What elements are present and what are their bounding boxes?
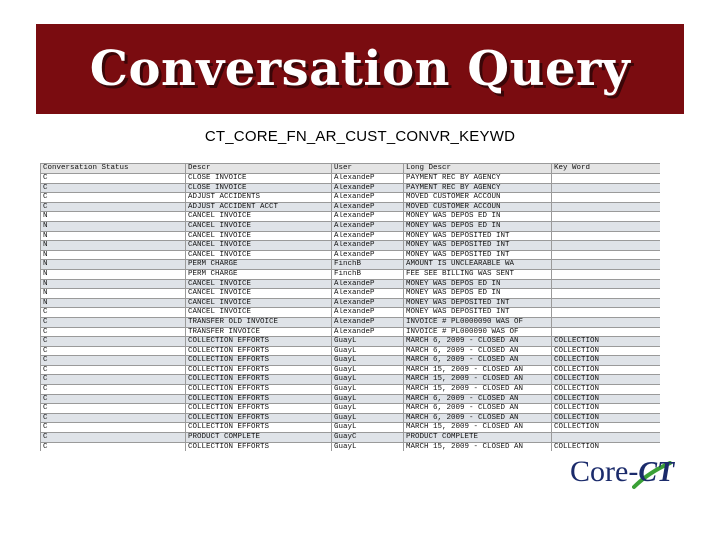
table-cell: CLOSE INVOICE: [186, 183, 332, 193]
title-banner: [36, 24, 684, 114]
table-cell: COLLECTION: [552, 365, 661, 375]
column-header[interactable]: Long Descr: [404, 164, 552, 174]
table-cell: AlexandeP: [332, 212, 404, 222]
table-row[interactable]: [41, 356, 661, 366]
table-row[interactable]: [41, 385, 661, 395]
table-cell: MARCH 6, 2009 - CLOSED AN: [404, 394, 552, 404]
table-cell: AlexandeP: [332, 241, 404, 251]
results-body: [41, 174, 661, 452]
table-cell: C: [41, 404, 186, 414]
table-cell: GuayL: [332, 394, 404, 404]
table-row[interactable]: [41, 193, 661, 203]
table-row[interactable]: [41, 250, 661, 260]
table-cell: PRODUCT COMPLETE: [186, 433, 332, 443]
table-cell: CANCEL INVOICE: [186, 241, 332, 251]
results-table: [40, 163, 660, 451]
table-cell: ADJUST ACCIDENT ACCT: [186, 202, 332, 212]
table-cell: MONEY WAS DEPOS ED IN: [404, 279, 552, 289]
table-cell: FinchB: [332, 260, 404, 270]
table-cell: MOVED CUSTOMER ACCOUN: [404, 202, 552, 212]
table-cell: AlexandeP: [332, 202, 404, 212]
table-cell: CANCEL INVOICE: [186, 231, 332, 241]
table-cell: C: [41, 346, 186, 356]
table-cell: CANCEL INVOICE: [186, 221, 332, 231]
table-cell: MARCH 6, 2009 - CLOSED AN: [404, 356, 552, 366]
table-row[interactable]: [41, 221, 661, 231]
table-cell: COLLECTION: [552, 404, 661, 414]
table-cell: AlexandeP: [332, 327, 404, 337]
table-cell: C: [41, 183, 186, 193]
table-cell: AlexandeP: [332, 221, 404, 231]
table-cell: [552, 241, 661, 251]
table-cell: N: [41, 260, 186, 270]
table-cell: N: [41, 250, 186, 260]
table-cell: COLLECTION EFFORTS: [186, 365, 332, 375]
table-cell: AlexandeP: [332, 289, 404, 299]
table-cell: INVOICE # PL0000090 WAS OF: [404, 317, 552, 327]
table-cell: C: [41, 174, 186, 184]
table-cell: [552, 260, 661, 270]
table-cell: C: [41, 385, 186, 395]
table-cell: N: [41, 269, 186, 279]
table-cell: MONEY WAS DEPOSITED INT: [404, 241, 552, 251]
table-cell: MONEY WAS DEPOS ED IN: [404, 212, 552, 222]
table-cell: GuayL: [332, 423, 404, 433]
table-cell: COLLECTION: [552, 423, 661, 433]
table-cell: GuayL: [332, 375, 404, 385]
table-cell: COLLECTION: [552, 394, 661, 404]
table-cell: C: [41, 394, 186, 404]
table-cell: CLOSE INVOICE: [186, 174, 332, 184]
table-row[interactable]: [41, 289, 661, 299]
table-cell: CANCEL INVOICE: [186, 289, 332, 299]
table-cell: COLLECTION: [552, 337, 661, 347]
table-cell: TRANSFER OLD INVOICE: [186, 317, 332, 327]
table-cell: COLLECTION EFFORTS: [186, 394, 332, 404]
table-row[interactable]: [41, 279, 661, 289]
table-row[interactable]: [41, 212, 661, 222]
table-cell: PERM CHARGE: [186, 260, 332, 270]
table-cell: GuayL: [332, 404, 404, 414]
table-row[interactable]: [41, 375, 661, 385]
table-cell: N: [41, 298, 186, 308]
table-cell: MARCH 15, 2009 - CLOSED AN: [404, 423, 552, 433]
table-cell: PERM CHARGE: [186, 269, 332, 279]
table-cell: COLLECTION EFFORTS: [186, 442, 332, 451]
table-cell: MONEY WAS DEPOSITED INT: [404, 231, 552, 241]
table-row[interactable]: [41, 346, 661, 356]
table-cell: [552, 317, 661, 327]
table-cell: AlexandeP: [332, 174, 404, 184]
table-cell: GuayL: [332, 337, 404, 347]
table-cell: COLLECTION EFFORTS: [186, 337, 332, 347]
table-cell: GuayL: [332, 346, 404, 356]
table-cell: FinchB: [332, 269, 404, 279]
table-cell: AMOUNT IS UNCLEARABLE WA: [404, 260, 552, 270]
table-row[interactable]: [41, 298, 661, 308]
table-cell: GuayC: [332, 433, 404, 443]
table-cell: TRANSFER INVOICE: [186, 327, 332, 337]
table-row[interactable]: [41, 183, 661, 193]
table-cell: MARCH 15, 2009 - CLOSED AN: [404, 365, 552, 375]
table-cell: MONEY WAS DEPOS ED IN: [404, 221, 552, 231]
table-cell: GuayL: [332, 385, 404, 395]
table-cell: [552, 231, 661, 241]
table-row[interactable]: [41, 269, 661, 279]
table-cell: N: [41, 231, 186, 241]
table-cell: COLLECTION: [552, 413, 661, 423]
table-cell: COLLECTION EFFORTS: [186, 404, 332, 414]
table-cell: GuayL: [332, 356, 404, 366]
table-cell: CANCEL INVOICE: [186, 298, 332, 308]
page-title: Conversation Query: [89, 41, 631, 97]
table-row[interactable]: [41, 327, 661, 337]
table-cell: C: [41, 356, 186, 366]
table-cell: PAYMENT REC BY AGENCY: [404, 183, 552, 193]
table-cell: ADJUST ACCIDENTS: [186, 193, 332, 203]
table-cell: C: [41, 433, 186, 443]
table-cell: COLLECTION EFFORTS: [186, 423, 332, 433]
core-ct-logo: [570, 455, 680, 495]
table-cell: N: [41, 212, 186, 222]
table-cell: [552, 269, 661, 279]
table-cell: [552, 279, 661, 289]
table-cell: N: [41, 221, 186, 231]
table-cell: COLLECTION EFFORTS: [186, 385, 332, 395]
table-cell: COLLECTION: [552, 385, 661, 395]
results-grid: [40, 163, 660, 451]
table-cell: MARCH 15, 2009 - CLOSED AN: [404, 385, 552, 395]
table-cell: CANCEL INVOICE: [186, 212, 332, 222]
column-header[interactable]: Descr: [186, 164, 332, 174]
column-header[interactable]: Key Word: [552, 164, 661, 174]
table-cell: CANCEL INVOICE: [186, 308, 332, 318]
column-header[interactable]: Conversation Status: [41, 164, 186, 174]
table-row[interactable]: [41, 241, 661, 251]
table-cell: GuayL: [332, 365, 404, 375]
column-header[interactable]: User: [332, 164, 404, 174]
table-cell: MARCH 15, 2009 - CLOSED AN: [404, 442, 552, 451]
table-cell: [552, 327, 661, 337]
table-cell: COLLECTION: [552, 442, 661, 451]
table-cell: C: [41, 308, 186, 318]
table-cell: COLLECTION EFFORTS: [186, 375, 332, 385]
query-name: CT_CORE_FN_AR_CUST_CONVR_KEYWD: [204, 128, 516, 145]
table-row[interactable]: [41, 317, 661, 327]
table-cell: CANCEL INVOICE: [186, 250, 332, 260]
table-cell: AlexandeP: [332, 193, 404, 203]
table-cell: COLLECTION: [552, 375, 661, 385]
table-cell: COLLECTION EFFORTS: [186, 413, 332, 423]
table-cell: [552, 250, 661, 260]
table-cell: MONEY WAS DEPOSITED INT: [404, 298, 552, 308]
table-cell: C: [41, 202, 186, 212]
table-cell: AlexandeP: [332, 183, 404, 193]
table-row[interactable]: [41, 413, 661, 423]
table-cell: [552, 433, 661, 443]
table-cell: MARCH 15, 2009 - CLOSED AN: [404, 375, 552, 385]
table-cell: [552, 289, 661, 299]
table-cell: N: [41, 279, 186, 289]
table-cell: MONEY WAS DEPOSITED INT: [404, 250, 552, 260]
table-cell: AlexandeP: [332, 298, 404, 308]
table-row[interactable]: [41, 442, 661, 451]
table-cell: FEE SEE BILLING WAS SENT: [404, 269, 552, 279]
table-cell: MARCH 6, 2009 - CLOSED AN: [404, 413, 552, 423]
table-cell: N: [41, 289, 186, 299]
table-cell: MARCH 6, 2009 - CLOSED AN: [404, 346, 552, 356]
table-cell: N: [41, 241, 186, 251]
table-cell: C: [41, 193, 186, 203]
table-row[interactable]: [41, 404, 661, 414]
table-cell: MOVED CUSTOMER ACCOUN: [404, 193, 552, 203]
table-cell: COLLECTION: [552, 346, 661, 356]
table-row[interactable]: [41, 433, 661, 443]
table-cell: AlexandeP: [332, 231, 404, 241]
table-row[interactable]: [41, 423, 661, 433]
table-cell: C: [41, 317, 186, 327]
table-row[interactable]: [41, 365, 661, 375]
table-cell: C: [41, 442, 186, 451]
table-cell: C: [41, 375, 186, 385]
table-cell: PAYMENT REC BY AGENCY: [404, 174, 552, 184]
table-row[interactable]: [41, 394, 661, 404]
table-row[interactable]: [41, 174, 661, 184]
table-cell: [552, 308, 661, 318]
table-cell: PRODUCT COMPLETE: [404, 433, 552, 443]
table-cell: [552, 174, 661, 184]
table-cell: [552, 202, 661, 212]
table-cell: [552, 212, 661, 222]
table-cell: C: [41, 365, 186, 375]
table-cell: COLLECTION: [552, 356, 661, 366]
table-cell: GuayL: [332, 413, 404, 423]
table-cell: AlexandeP: [332, 250, 404, 260]
table-cell: GuayL: [332, 442, 404, 451]
table-cell: C: [41, 327, 186, 337]
table-row[interactable]: [41, 202, 661, 212]
table-cell: COLLECTION EFFORTS: [186, 346, 332, 356]
table-cell: C: [41, 337, 186, 347]
table-cell: [552, 221, 661, 231]
logo-ct-text: CT: [638, 457, 675, 488]
table-row[interactable]: [41, 308, 661, 318]
table-cell: COLLECTION EFFORTS: [186, 356, 332, 366]
table-cell: C: [41, 423, 186, 433]
table-cell: AlexandeP: [332, 308, 404, 318]
table-cell: AlexandeP: [332, 279, 404, 289]
table-cell: MONEY WAS DEPOS ED IN: [404, 289, 552, 299]
table-cell: MARCH 6, 2009 - CLOSED AN: [404, 337, 552, 347]
header-row: [41, 164, 661, 174]
table-cell: CANCEL INVOICE: [186, 279, 332, 289]
table-row[interactable]: [41, 260, 661, 270]
table-row[interactable]: [41, 337, 661, 347]
table-cell: C: [41, 413, 186, 423]
table-cell: AlexandeP: [332, 317, 404, 327]
table-cell: [552, 193, 661, 203]
table-cell: INVOICE # PL000090 WAS OF: [404, 327, 552, 337]
table-row[interactable]: [41, 231, 661, 241]
table-cell: MARCH 6, 2009 - CLOSED AN: [404, 404, 552, 414]
table-cell: MONEY WAS DEPOSITED INT: [404, 308, 552, 318]
table-cell: [552, 183, 661, 193]
table-cell: [552, 298, 661, 308]
logo-core-text: Core-: [570, 455, 639, 488]
